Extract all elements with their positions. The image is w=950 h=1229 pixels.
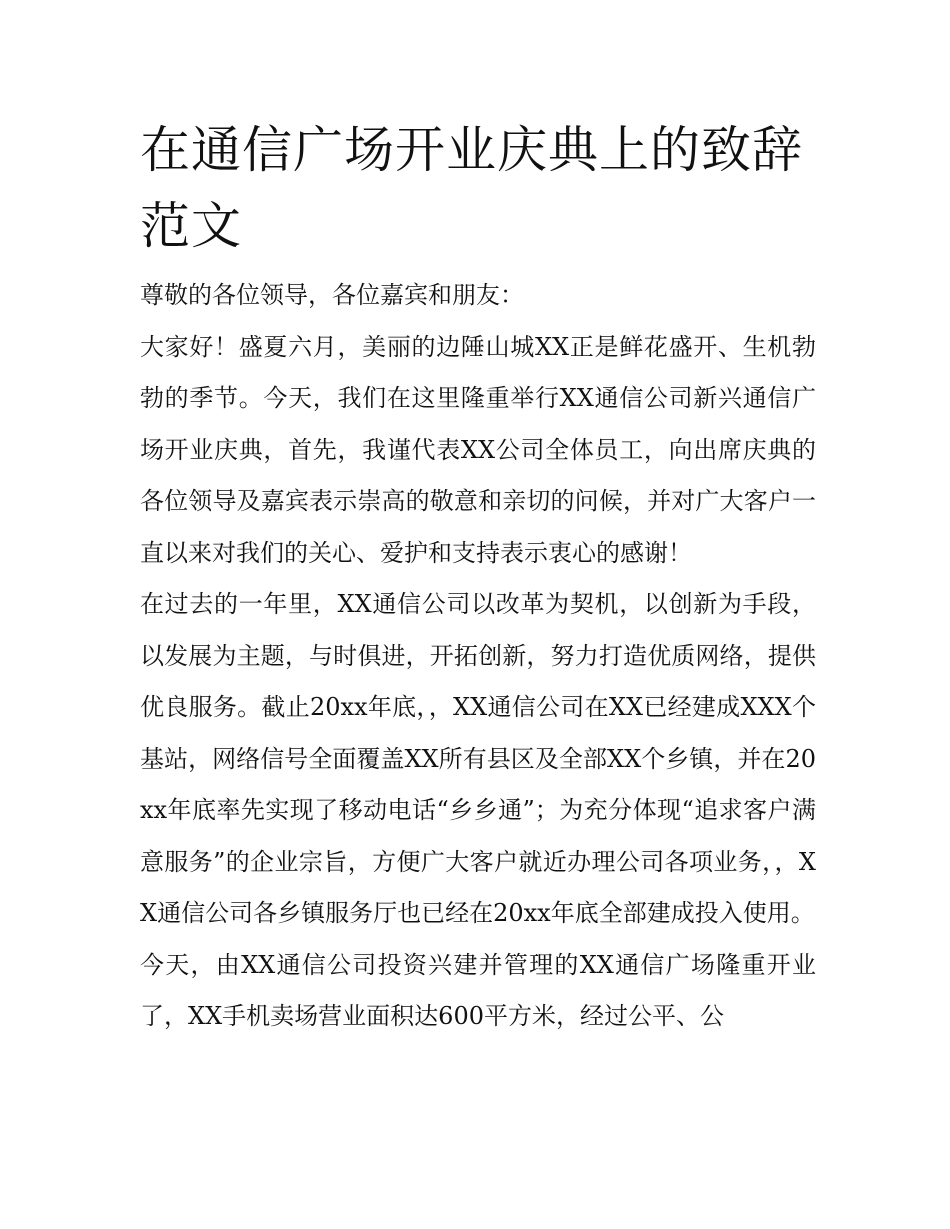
paragraph-today: 今天，由XX通信公司投资兴建并管理的XX通信广场隆重开业了，XX手机卖场营业面积达600平方米，经过公平、公 (140, 950, 816, 1030)
paragraph-past-year: 在过去的一年里，XX通信公司以改革为契机，以创新为手段，以发展为主题，与时俱进，开拓创新，努力打造优质网络，提供优良服务。截止20xx年底，，XX通信公司在XX已经建成XXX个基站，网络信号全面覆盖XX所有县区及全部XX个乡镇，并在20xx年底率先实现了移动电话“乡乡通”；为充分体现“追求客户满意服务”的企业宗旨，方便广大客户就近办理公司各项业务，，XX通信公司各乡镇服务厅也已经在20xx年底全部建成投入使用。 (140, 590, 816, 927)
document-body (140, 112, 816, 1043)
document-title: 在通信广场开业庆典上的致辞范文 (140, 121, 803, 255)
salutation: 尊敬的各位领导，各位嘉宾和朋友： (140, 281, 524, 309)
paragraph-opening: 大家好！盛夏六月，美丽的边陲山城XX正是鲜花盛开、生机勃勃的季节。今天，我们在这里隆重举行XX通信公司新兴通信广场开业庆典，首先，我谨代表XX公司全体员工，向出席庆典的各位领导及嘉宾表示崇高的敬意和亲切的问候，并对广大客户一直以来对我们的关心、爱护和支持表示衷心的感谢！ (140, 332, 816, 567)
